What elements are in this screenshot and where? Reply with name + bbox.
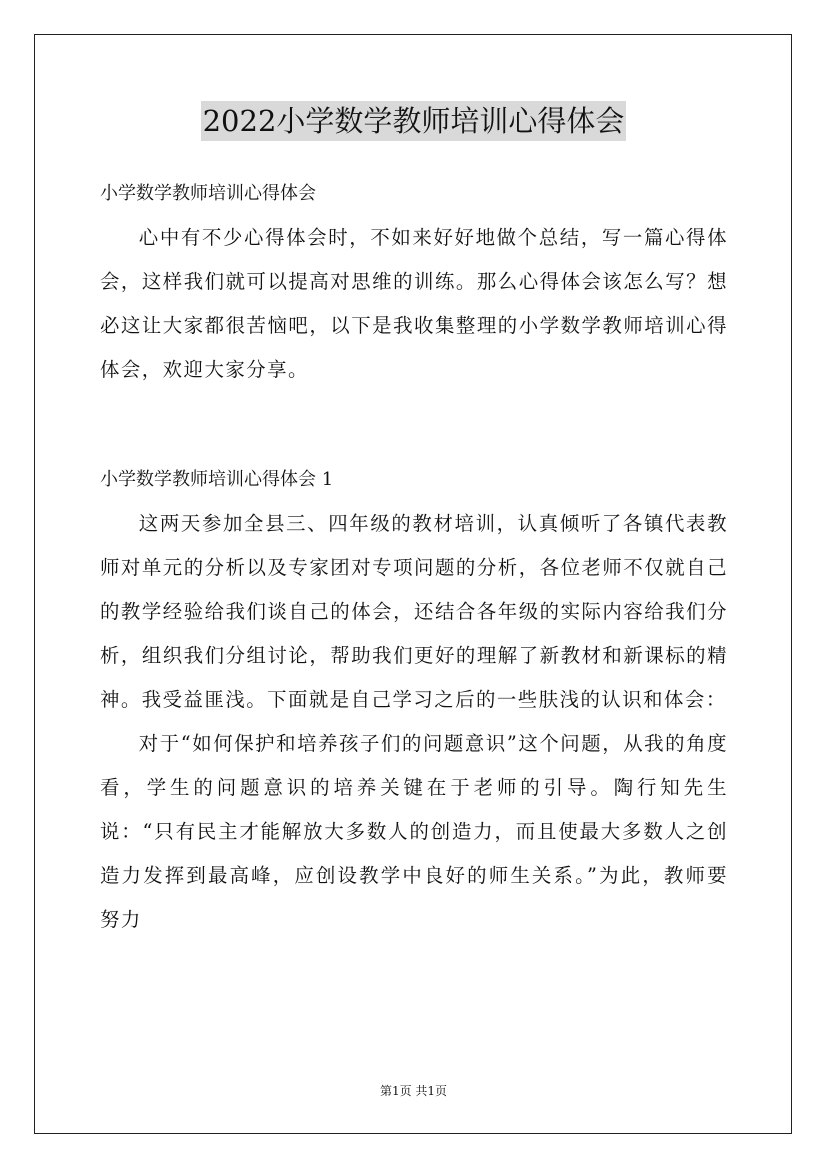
page-footer: [0, 1083, 827, 1099]
page-number: 第1页 共1页: [379, 1084, 448, 1098]
document-body: [100, 172, 728, 942]
section1-heading: 小学数学教师培训心得体会 1: [100, 469, 334, 490]
title-container: [0, 101, 827, 141]
section1-paragraph-2: 对于“如何保护和培养孩子们的问题意识”这个问题，从我的角度看，学生的问题意识的培养关键在于老师的引导。陶行知先生说：“只有民主才能解放大多数人的创造力，而且使最大多数人之创造力发挥到最高峰，应创设教学中良好的师生关系。”为此，教师要努力: [100, 732, 728, 931]
intro-paragraph: 心中有不少心得体会时，不如来好好地做个总结，写一篇心得体会，这样我们就可以提高对思维的训练。那么心得体会该怎么写？想必这让大家都很苦恼吧，以下是我收集整理的小学数学教师培训心得体会，欢迎大家分享。: [100, 226, 728, 381]
section1-paragraph-1: 这两天参加全县三、四年级的教材培训，认真倾听了各镇代表教师对单元的分析以及专家团对专项问题的分析，各位老师不仅就自己的教学经验给我们谈自己的体会，还结合各年级的实际内容给我们分析，组织我们分组讨论，帮助我们更好的理解了新教材和新课标的精神。我受益匪浅。下面就是自己学习之后的一些肤浅的认识和体会：: [100, 512, 728, 711]
document-title: 2022小学数学教师培训心得体会: [201, 101, 627, 141]
section-spacer: [100, 392, 728, 458]
intro-heading: 小学数学教师培训心得体会: [100, 183, 316, 204]
